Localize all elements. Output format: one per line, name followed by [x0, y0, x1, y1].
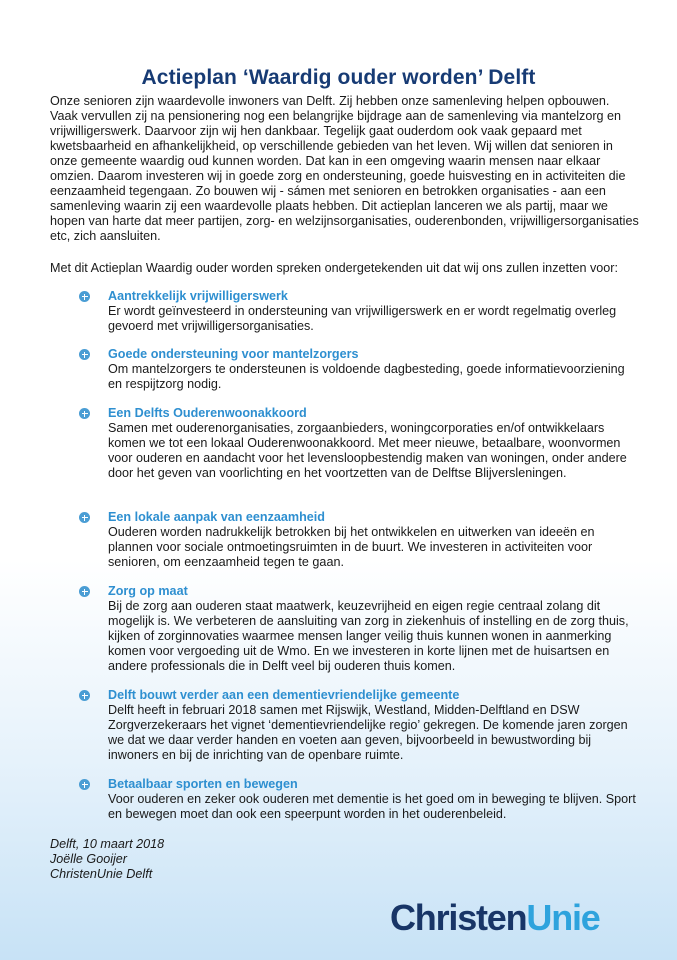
list-item	[79, 584, 639, 674]
plus-bullet-icon	[79, 408, 90, 419]
list-item	[79, 347, 639, 392]
logo-part-unie: Unie	[526, 897, 600, 938]
intro-paragraph: Onze senioren zijn waardevolle inwoners van Delft. Zij hebben onze samenleving helpen opbouwen. Vaak vervullen zij na pensionering nog een belangrijke bijdrage aan de samenleving via mantelzorg en vrijwilligerswerk. Daarvoor zijn wij hen dankbaar. Tegelijk gaat ouderdom ook vaak gepaard met kwetsbaarheid en afhankelijkheid, op verschillende gebieden van het leven. Wij willen dat senioren in onze gemeente waardig oud kunnen worden. Dat kan in een omgeving waarin mensen naar elkaar omzien. Daarom investeren wij in goede zorg en ondersteuning, goede huisvesting en in activiteiten die eenzaamheid tegengaan. Zo bouwen wij - sámen met senioren en betrokken organisaties - aan een samenleving waarin zij een waardevolle plaats hebben. Dit actieplan lanceren we als partij, maar we hopen van harte dat meer partijen, zorg- en welzijnsorganisaties, ouderenbonden, vrijwilligersorganisaties etc, zich aansluiten.	[50, 94, 639, 243]
plus-bullet-icon	[79, 779, 90, 790]
list-item	[79, 406, 639, 481]
plus-bullet-icon	[79, 586, 90, 597]
list-item	[79, 289, 639, 334]
signature-name: Joëlle Gooijer	[50, 852, 128, 866]
item-heading: Betaalbaar sporten en bewegen	[108, 777, 298, 791]
item-heading: Goede ondersteuning voor mantelzorgers	[108, 347, 359, 361]
item-heading: Een Delfts Ouderenwoonakkoord	[108, 406, 307, 420]
plus-bullet-icon	[79, 512, 90, 523]
plus-bullet-icon	[79, 690, 90, 701]
item-heading: Aantrekkelijk vrijwilligerswerk	[108, 289, 288, 303]
item-text: Voor ouderen en zeker ook ouderen met dementie is het goed om in beweging te blijven. Sport en bewegen moet dan ook een speerpunt worden in het ouderenbeleid.	[108, 792, 636, 821]
item-heading: Delft bouwt verder aan een dementievriendelijke gemeente	[108, 688, 460, 702]
lead-paragraph: Met dit Actieplan Waardig ouder worden spreken ondergetekenden uit dat wij ons zullen inzetten voor:	[50, 261, 618, 275]
page-title: Actieplan ‘Waardig ouder worden’ Delft	[141, 66, 536, 90]
item-text: Om mantelzorgers te ondersteunen is voldoende dagbesteding, goede informatievoorziening en respijtzorg nodig.	[108, 362, 625, 391]
signature-block	[50, 837, 164, 882]
signature-date: Delft, 10 maart 2018	[50, 837, 165, 851]
item-text: Er wordt geïnvesteerd in ondersteuning van vrijwilligerswerk en er wordt regelmatig overleg gevoerd met vrijwilligersorganisaties.	[108, 304, 617, 333]
item-heading: Zorg op maat	[108, 584, 188, 598]
item-text: Bij de zorg aan ouderen staat maatwerk, keuzevrijheid en eigen regie centraal zolang dit mogelijk is. We verbeteren de aansluiting van zorg in ziekenhuis of instelling en de zorg thuis, kijken of zorginnovaties waarmee mensen langer veilig thuis kunnen wonen in aanmerking komen voor vergoeding uit de Wmo. En we investeren in korte lijnen met de huisartsen en andere professionals die in Delft veel bij ouderen thuis komen.	[108, 599, 629, 673]
christenunie-logo	[390, 896, 600, 940]
item-text: Samen met ouderenorganisaties, zorgaanbieders, woningcorporaties en/of ontwikkelaars komen we tot een lokaal Ouderenwoonakkoord. Met meer nieuwe, betaalbare, woonvormen voor ouderen en aandacht voor het levensloopbestendig maken van woningen, onder andere door het geven van voorlichting en het voortzetten van de Delftse Blijversleningen.	[108, 421, 627, 480]
list-item	[79, 688, 639, 763]
item-heading: Een lokale aanpak van eenzaamheid	[108, 510, 325, 524]
item-text: Delft heeft in februari 2018 samen met Rijswijk, Westland, Midden-Delftland en DSW Zorgverzekeraars het vignet ‘dementievriendelijke regio’ gekregen. De komende jaren zorgen we dat we daar verder handen en voeten aan geven, bijvoorbeeld in bewustwording bij inwoners en bij de inrichting van de openbare ruimte.	[108, 703, 628, 762]
plus-bullet-icon	[79, 291, 90, 302]
signature-org: ChristenUnie Delft	[50, 867, 153, 881]
logo-part-christen: Christen	[390, 897, 527, 938]
list-item	[79, 510, 639, 570]
list-item	[79, 777, 639, 822]
plus-bullet-icon	[79, 349, 90, 360]
item-text: Ouderen worden nadrukkelijk betrokken bij het ontwikkelen en uitwerken van ideeën en plannen voor sociale ontmoetingsruimten in de buurt. We investeren in activiteiten voor senioren, om eenzaamheid tegen te gaan.	[108, 525, 595, 569]
